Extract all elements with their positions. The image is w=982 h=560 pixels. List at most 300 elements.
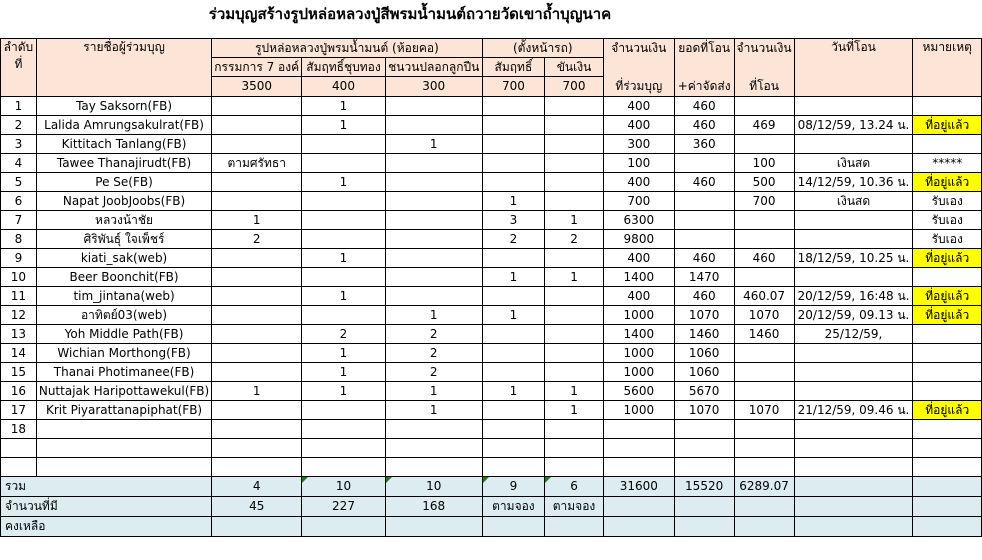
count-bullet-casing[interactable]: [385, 230, 482, 249]
row-number[interactable]: 12: [1, 306, 37, 325]
paid-cell[interactable]: [734, 458, 794, 477]
transfer-total-cell[interactable]: 460: [674, 249, 734, 268]
note-cell[interactable]: รับเอง: [913, 230, 982, 249]
count-bronze[interactable]: [482, 458, 544, 477]
date-cell[interactable]: [794, 439, 913, 458]
count-committee[interactable]: 1: [212, 211, 302, 230]
amount-cell[interactable]: 1400: [603, 325, 674, 344]
available-c3[interactable]: 168: [385, 497, 482, 517]
count-bullet-casing[interactable]: [385, 268, 482, 287]
count-bronze[interactable]: [482, 325, 544, 344]
amount-cell[interactable]: 1000: [603, 344, 674, 363]
table-row: [1, 458, 982, 477]
total-paid[interactable]: 6289.07: [734, 477, 794, 497]
note-cell[interactable]: [913, 135, 982, 154]
amount-cell[interactable]: 400: [603, 287, 674, 306]
count-silver-bowl[interactable]: [545, 458, 604, 477]
amount-cell[interactable]: 700: [603, 192, 674, 211]
count-bronze[interactable]: 3: [482, 211, 544, 230]
count-gold-bronze[interactable]: [302, 439, 386, 458]
date-cell[interactable]: [794, 458, 913, 477]
table-row: [1, 287, 982, 306]
count-bronze[interactable]: 1: [482, 268, 544, 287]
row-number[interactable]: [1, 458, 37, 477]
paid-cell[interactable]: [734, 268, 794, 287]
paid-cell[interactable]: [734, 420, 794, 439]
date-cell[interactable]: 14/12/59, 10.36 น.: [794, 173, 913, 192]
amount-cell[interactable]: 6300: [603, 211, 674, 230]
transfer-total-cell[interactable]: [674, 211, 734, 230]
paid-cell[interactable]: [734, 211, 794, 230]
transfer-total-cell[interactable]: 1060: [674, 363, 734, 382]
count-bullet-casing[interactable]: 1: [385, 306, 482, 325]
count-bullet-casing[interactable]: [385, 458, 482, 477]
donor-name[interactable]: [36, 458, 211, 477]
page-title: ร่วมบุญสร้างรูปหล่อหลวงปู่สีพรมน้ำมนต์ถวายวัดเขาถ้ำบุญนาค: [208, 5, 612, 23]
count-bullet-casing[interactable]: 1: [385, 382, 482, 401]
transfer-total-cell[interactable]: 1060: [674, 344, 734, 363]
count-silver-bowl[interactable]: [545, 363, 604, 382]
date-cell[interactable]: 18/12/59, 10.25 น.: [794, 249, 913, 268]
note-cell[interactable]: [913, 420, 982, 439]
remaining-row: [1, 517, 982, 537]
transfer-total-cell[interactable]: [674, 458, 734, 477]
row-number[interactable]: 13: [1, 325, 37, 344]
count-committee[interactable]: [212, 249, 302, 268]
table-row: [1, 401, 982, 420]
note-cell[interactable]: ที่อยู่แล้ว: [913, 249, 982, 268]
count-silver-bowl[interactable]: [545, 173, 604, 192]
count-gold-bronze[interactable]: 2: [302, 325, 386, 344]
note-cell[interactable]: รับเอง: [913, 192, 982, 211]
count-committee[interactable]: [212, 439, 302, 458]
note-cell[interactable]: [913, 363, 982, 382]
count-bronze[interactable]: 1: [482, 192, 544, 211]
table-row: [1, 192, 982, 211]
amount-cell[interactable]: 1000: [603, 363, 674, 382]
donor-name[interactable]: Yoh Middle Path(FB): [36, 325, 211, 344]
count-silver-bowl[interactable]: [545, 192, 604, 211]
amount-cell[interactable]: 400: [603, 249, 674, 268]
count-committee[interactable]: [212, 420, 302, 439]
header-transfer-total[interactable]: ยอดที่โอน +ค่าจัดส่ง: [674, 39, 734, 97]
count-committee[interactable]: [212, 173, 302, 192]
note-cell[interactable]: รับเอง: [913, 211, 982, 230]
count-committee[interactable]: ตามศรัทธา: [212, 154, 302, 173]
row-number[interactable]: 14: [1, 344, 37, 363]
donor-name[interactable]: Wichian Morthong(FB): [36, 344, 211, 363]
count-bronze[interactable]: [482, 116, 544, 135]
table-row: [1, 363, 982, 382]
count-gold-bronze[interactable]: 1: [302, 173, 386, 192]
total-c3[interactable]: 10: [385, 477, 482, 497]
date-cell[interactable]: [794, 363, 913, 382]
note-cell[interactable]: [913, 97, 982, 116]
note-cell[interactable]: ที่อยู่แล้ว: [913, 287, 982, 306]
transfer-total-cell[interactable]: [674, 192, 734, 211]
note-cell[interactable]: [913, 382, 982, 401]
row-number[interactable]: 18: [1, 420, 37, 439]
count-silver-bowl[interactable]: 2: [545, 230, 604, 249]
donor-name[interactable]: อาทิตย์03(web): [36, 306, 211, 325]
count-committee[interactable]: [212, 287, 302, 306]
amount-cell[interactable]: [603, 420, 674, 439]
note-cell[interactable]: [913, 344, 982, 363]
date-cell[interactable]: [794, 135, 913, 154]
date-cell[interactable]: 25/12/59,: [794, 325, 913, 344]
count-bullet-casing[interactable]: 1: [385, 401, 482, 420]
count-bullet-casing[interactable]: [385, 249, 482, 268]
count-gold-bronze[interactable]: 1: [302, 382, 386, 401]
paid-cell[interactable]: 1460: [734, 325, 794, 344]
row-number[interactable]: [1, 439, 37, 458]
amount-cell[interactable]: 5600: [603, 382, 674, 401]
donor-name[interactable]: Nuttajak Haripottawekul(FB): [36, 382, 211, 401]
count-bullet-casing[interactable]: [385, 116, 482, 135]
paid-cell[interactable]: 700: [734, 192, 794, 211]
count-gold-bronze[interactable]: 1: [302, 249, 386, 268]
date-cell[interactable]: [794, 344, 913, 363]
transfer-total-cell[interactable]: 1070: [674, 306, 734, 325]
table-row: [1, 154, 982, 173]
paid-cell[interactable]: [734, 97, 794, 116]
note-cell[interactable]: ที่อยู่แล้ว: [913, 401, 982, 420]
row-number[interactable]: 1: [1, 97, 37, 116]
price-gold-bronze[interactable]: 400: [302, 77, 386, 97]
table-row: [1, 230, 982, 249]
count-gold-bronze[interactable]: 1: [302, 116, 386, 135]
table-row: [1, 325, 982, 344]
header-bullet-casing[interactable]: ชนวนปลอกลูกปืน: [385, 58, 482, 77]
transfer-total-cell[interactable]: 1470: [674, 268, 734, 287]
amount-cell[interactable]: 9800: [603, 230, 674, 249]
note-cell[interactable]: [913, 458, 982, 477]
donor-name[interactable]: Pe Se(FB): [36, 173, 211, 192]
total-c5[interactable]: 6: [545, 477, 604, 497]
count-silver-bowl[interactable]: [545, 154, 604, 173]
count-gold-bronze[interactable]: [302, 154, 386, 173]
transfer-total-cell[interactable]: 1460: [674, 325, 734, 344]
row-number[interactable]: 2: [1, 116, 37, 135]
row-number[interactable]: 4: [1, 154, 37, 173]
count-committee[interactable]: [212, 458, 302, 477]
count-bronze[interactable]: [482, 287, 544, 306]
paid-cell[interactable]: [734, 344, 794, 363]
transfer-total-cell[interactable]: [674, 230, 734, 249]
donor-name[interactable]: Napat JoobJoobs(FB): [36, 192, 211, 211]
count-bullet-casing[interactable]: [385, 97, 482, 116]
row-number[interactable]: 6: [1, 192, 37, 211]
transfer-total-cell[interactable]: 460: [674, 116, 734, 135]
table-row: [1, 439, 982, 458]
totals-label[interactable]: รวม: [1, 477, 212, 497]
amount-cell[interactable]: [603, 458, 674, 477]
paid-cell[interactable]: [734, 439, 794, 458]
transfer-total-cell[interactable]: 360: [674, 135, 734, 154]
total-amount[interactable]: 31600: [603, 477, 674, 497]
donor-name[interactable]: หลวงน้าชัย: [36, 211, 211, 230]
donor-name[interactable]: ศิริพันธุ์ ใจเพ็ชร์: [36, 230, 211, 249]
paid-cell[interactable]: [734, 230, 794, 249]
header-note[interactable]: หมายเหตุ: [913, 39, 982, 97]
available-c5[interactable]: ตามจอง: [545, 497, 604, 517]
transfer-total-cell[interactable]: 460: [674, 97, 734, 116]
count-bronze[interactable]: [482, 173, 544, 192]
donor-name[interactable]: tim_jintana(web): [36, 287, 211, 306]
count-silver-bowl[interactable]: [545, 420, 604, 439]
header-row-1: [1, 39, 982, 58]
transfer-total-cell[interactable]: [674, 154, 734, 173]
total-c4[interactable]: 9: [482, 477, 544, 497]
date-cell[interactable]: 20/12/59, 16:48 น.: [794, 287, 913, 306]
header-group-pendant[interactable]: รูปหล่อหลวงปู่พรมน้ำมนต์ (ห้อยคอ): [212, 39, 482, 58]
paid-cell[interactable]: [734, 382, 794, 401]
table-row: [1, 249, 982, 268]
count-bronze[interactable]: [482, 401, 544, 420]
price-committee[interactable]: 3500: [212, 77, 302, 97]
count-gold-bronze[interactable]: [302, 192, 386, 211]
totals-row: [1, 477, 982, 497]
paid-cell[interactable]: 1070: [734, 401, 794, 420]
date-cell[interactable]: เงินสด: [794, 154, 913, 173]
header-bronze[interactable]: สัมฤทธิ์: [482, 58, 544, 77]
count-silver-bowl[interactable]: 1: [545, 382, 604, 401]
transfer-total-cell[interactable]: 5670: [674, 382, 734, 401]
count-gold-bronze[interactable]: 1: [302, 287, 386, 306]
transfer-total-cell[interactable]: [674, 439, 734, 458]
count-bronze[interactable]: [482, 97, 544, 116]
donor-name[interactable]: Krit Piyarattanapiphat(FB): [36, 401, 211, 420]
paid-cell[interactable]: [734, 135, 794, 154]
paid-cell[interactable]: [734, 363, 794, 382]
count-silver-bowl[interactable]: 1: [545, 268, 604, 287]
count-gold-bronze[interactable]: [302, 401, 386, 420]
count-gold-bronze[interactable]: [302, 458, 386, 477]
available-label[interactable]: จำนวนที่มี: [1, 497, 212, 517]
date-cell[interactable]: 21/12/59, 09.46 น.: [794, 401, 913, 420]
count-gold-bronze[interactable]: 1: [302, 97, 386, 116]
amount-cell[interactable]: 1000: [603, 401, 674, 420]
date-cell[interactable]: [794, 230, 913, 249]
donor-name[interactable]: Tawee Thanajirudt(FB): [36, 154, 211, 173]
count-gold-bronze[interactable]: [302, 420, 386, 439]
row-number[interactable]: 16: [1, 382, 37, 401]
donor-name[interactable]: Beer Boonchit(FB): [36, 268, 211, 287]
date-cell[interactable]: [794, 420, 913, 439]
row-number[interactable]: 8: [1, 230, 37, 249]
note-cell[interactable]: [913, 268, 982, 287]
available-c1[interactable]: 45: [212, 497, 302, 517]
count-committee[interactable]: [212, 325, 302, 344]
date-cell[interactable]: เงินสด: [794, 192, 913, 211]
count-silver-bowl[interactable]: 1: [545, 211, 604, 230]
amount-cell[interactable]: 400: [603, 116, 674, 135]
donor-name[interactable]: [36, 420, 211, 439]
amount-cell[interactable]: 1400: [603, 268, 674, 287]
count-silver-bowl[interactable]: [545, 325, 604, 344]
date-cell[interactable]: [794, 268, 913, 287]
donor-name[interactable]: [36, 439, 211, 458]
count-gold-bronze[interactable]: 1: [302, 363, 386, 382]
date-cell[interactable]: [794, 97, 913, 116]
count-bronze[interactable]: [482, 344, 544, 363]
header-gold-bronze[interactable]: สัมฤทธิ์ชุบทอง: [302, 58, 386, 77]
row-number[interactable]: 11: [1, 287, 37, 306]
header-date[interactable]: วันที่โอน: [794, 39, 913, 97]
note-cell[interactable]: ที่อยู่แล้ว: [913, 306, 982, 325]
count-silver-bowl[interactable]: [545, 287, 604, 306]
donor-name[interactable]: Kittitach Tanlang(FB): [36, 135, 211, 154]
row-number[interactable]: 5: [1, 173, 37, 192]
count-bullet-casing[interactable]: [385, 154, 482, 173]
count-gold-bronze[interactable]: [302, 268, 386, 287]
price-silver-bowl[interactable]: 700: [545, 77, 604, 97]
amount-cell[interactable]: 1000: [603, 306, 674, 325]
count-bullet-casing[interactable]: [385, 173, 482, 192]
available-c4[interactable]: ตามจอง: [482, 497, 544, 517]
row-number[interactable]: 15: [1, 363, 37, 382]
count-bullet-casing[interactable]: [385, 420, 482, 439]
count-committee[interactable]: 1: [212, 382, 302, 401]
count-committee[interactable]: [212, 97, 302, 116]
count-silver-bowl[interactable]: [545, 439, 604, 458]
count-bullet-casing[interactable]: [385, 439, 482, 458]
count-committee[interactable]: [212, 116, 302, 135]
amount-cell[interactable]: 300: [603, 135, 674, 154]
count-bullet-casing[interactable]: [385, 192, 482, 211]
row-number[interactable]: 17: [1, 401, 37, 420]
count-silver-bowl[interactable]: [545, 344, 604, 363]
table-row: [1, 420, 982, 439]
table-row: [1, 268, 982, 287]
total-c2[interactable]: 10: [302, 477, 386, 497]
count-gold-bronze[interactable]: [302, 230, 386, 249]
paid-cell[interactable]: 460.07: [734, 287, 794, 306]
count-bronze[interactable]: [482, 249, 544, 268]
note-cell[interactable]: ที่อยู่แล้ว: [913, 116, 982, 135]
date-cell[interactable]: 20/12/59, 09.13 น.: [794, 306, 913, 325]
donor-name[interactable]: Thanai Photimanee(FB): [36, 363, 211, 382]
row-number[interactable]: 7: [1, 211, 37, 230]
total-c1[interactable]: 4: [212, 477, 302, 497]
header-group-car[interactable]: (ตั้งหน้ารถ): [482, 39, 603, 58]
count-bronze[interactable]: 2: [482, 230, 544, 249]
count-bullet-casing[interactable]: [385, 211, 482, 230]
transfer-total-cell[interactable]: [674, 420, 734, 439]
count-bullet-casing[interactable]: [385, 287, 482, 306]
count-committee[interactable]: [212, 306, 302, 325]
note-cell[interactable]: [913, 325, 982, 344]
paid-cell[interactable]: 469: [734, 116, 794, 135]
paid-cell[interactable]: 500: [734, 173, 794, 192]
header-amount[interactable]: จำนวนเงิน ที่ร่วมบุญ: [603, 39, 674, 97]
table-row: [1, 173, 982, 192]
count-gold-bronze[interactable]: [302, 135, 386, 154]
transfer-total-cell[interactable]: 1070: [674, 401, 734, 420]
available-c2[interactable]: 227: [302, 497, 386, 517]
count-bronze[interactable]: [482, 420, 544, 439]
amount-cell[interactable]: 400: [603, 173, 674, 192]
header-transferred[interactable]: จำนวนเงิน ที่โอน: [734, 39, 794, 97]
donor-name[interactable]: Tay Saksorn(FB): [36, 97, 211, 116]
price-bullet-casing[interactable]: 300: [385, 77, 482, 97]
count-silver-bowl[interactable]: [545, 97, 604, 116]
donation-sheet: [0, 38, 982, 537]
count-bronze[interactable]: 1: [482, 382, 544, 401]
table-row: [1, 135, 982, 154]
count-committee[interactable]: [212, 192, 302, 211]
donor-name[interactable]: kiati_sak(web): [36, 249, 211, 268]
table-row: [1, 306, 982, 325]
amount-cell[interactable]: 100: [603, 154, 674, 173]
transfer-total-cell[interactable]: 460: [674, 287, 734, 306]
donor-name[interactable]: Lalida Amrungsakulrat(FB): [36, 116, 211, 135]
count-silver-bowl[interactable]: [545, 306, 604, 325]
count-bullet-casing[interactable]: 1: [385, 135, 482, 154]
header-committee[interactable]: กรรมการ 7 องค์: [212, 58, 302, 77]
count-committee[interactable]: [212, 344, 302, 363]
count-gold-bronze[interactable]: 1: [302, 344, 386, 363]
count-bronze[interactable]: [482, 439, 544, 458]
row-number[interactable]: 10: [1, 268, 37, 287]
count-gold-bronze[interactable]: [302, 211, 386, 230]
count-committee[interactable]: [212, 363, 302, 382]
table-row: [1, 116, 982, 135]
available-row: [1, 497, 982, 517]
total-transfer[interactable]: 15520: [674, 477, 734, 497]
header-silver-bowl[interactable]: ขันเงิน: [545, 58, 604, 77]
count-bullet-casing[interactable]: 2: [385, 325, 482, 344]
count-bronze[interactable]: 1: [482, 306, 544, 325]
header-name[interactable]: รายชื่อผู้ร่วมบุญ: [36, 39, 211, 97]
paid-cell[interactable]: 100: [734, 154, 794, 173]
count-silver-bowl[interactable]: [545, 249, 604, 268]
header-no[interactable]: ลำดับที่: [1, 39, 37, 97]
count-bronze[interactable]: [482, 363, 544, 382]
count-committee[interactable]: [212, 135, 302, 154]
count-silver-bowl[interactable]: 1: [545, 401, 604, 420]
count-committee[interactable]: [212, 401, 302, 420]
table-row: [1, 344, 982, 363]
price-bronze[interactable]: 700: [482, 77, 544, 97]
count-silver-bowl[interactable]: [545, 135, 604, 154]
date-cell[interactable]: [794, 382, 913, 401]
count-bullet-casing[interactable]: 2: [385, 363, 482, 382]
note-cell[interactable]: [913, 439, 982, 458]
count-bullet-casing[interactable]: 2: [385, 344, 482, 363]
date-cell[interactable]: 08/12/59, 13.24 น.: [794, 116, 913, 135]
amount-cell[interactable]: 400: [603, 97, 674, 116]
transfer-total-cell[interactable]: 460: [674, 173, 734, 192]
count-gold-bronze[interactable]: [302, 306, 386, 325]
table-row: [1, 211, 982, 230]
paid-cell[interactable]: 1070: [734, 306, 794, 325]
count-bronze[interactable]: [482, 154, 544, 173]
note-cell[interactable]: ที่อยู่แล้ว: [913, 173, 982, 192]
date-cell[interactable]: [794, 211, 913, 230]
table-row: [1, 382, 982, 401]
note-cell[interactable]: *****: [913, 154, 982, 173]
remaining-label[interactable]: คงเหลือ: [1, 517, 212, 537]
count-silver-bowl[interactable]: [545, 116, 604, 135]
paid-cell[interactable]: 460: [734, 249, 794, 268]
count-committee[interactable]: 2: [212, 230, 302, 249]
count-bronze[interactable]: [482, 135, 544, 154]
amount-cell[interactable]: [603, 439, 674, 458]
row-number[interactable]: 9: [1, 249, 37, 268]
row-number[interactable]: 3: [1, 135, 37, 154]
count-committee[interactable]: [212, 268, 302, 287]
